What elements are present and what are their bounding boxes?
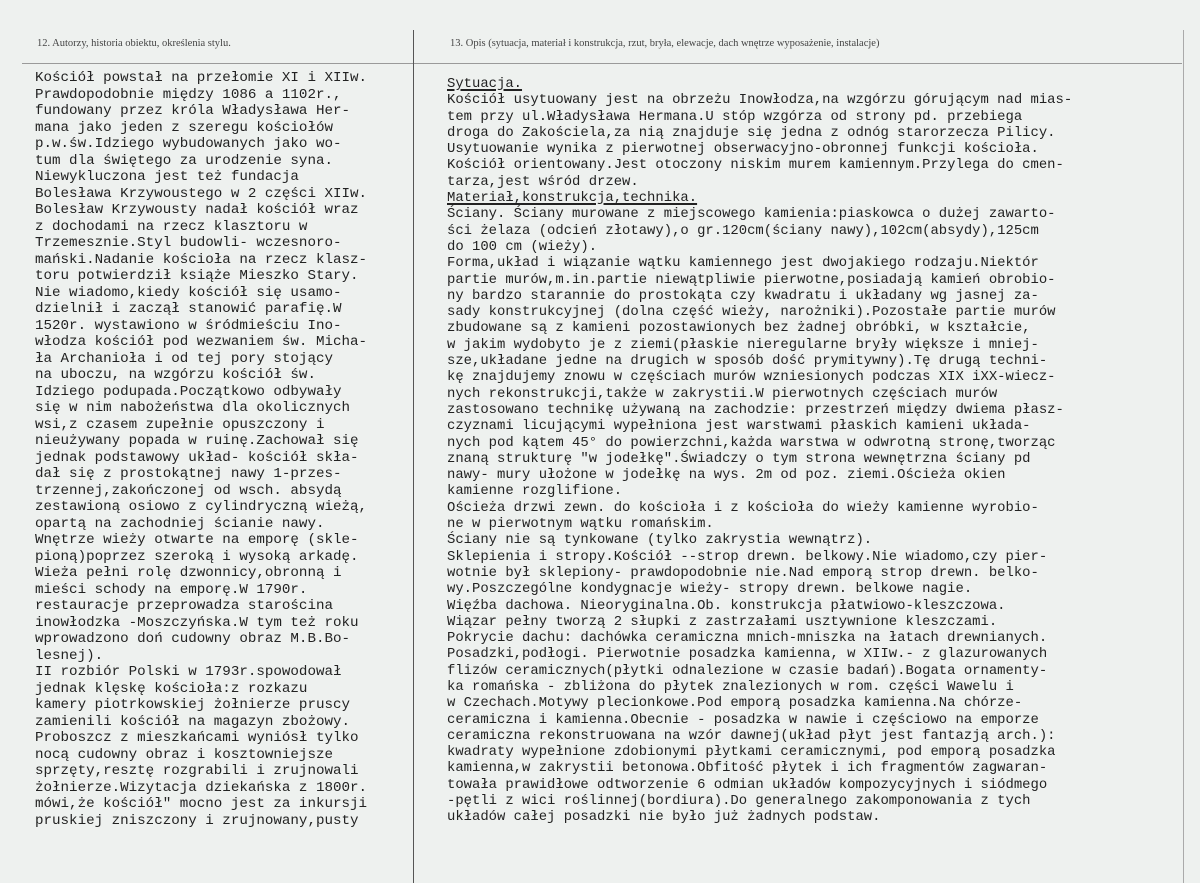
history-text-line: Wnętrze wieży otwarte na emporę (skle-	[35, 532, 359, 548]
description-text-line: kamienna,w zakrystii betonowa.Obfitość płytek i ich fragmentów zagwaran-	[447, 760, 1048, 777]
history-text-line: mieści schody na emporę.W 1790r.	[35, 581, 308, 598]
header-divider	[22, 63, 1182, 64]
description-text-line: układów całej posadzki nie było już żadnych podstaw.	[447, 809, 881, 826]
description-text-line: Kościół usytuowany jest na obrzeżu Inowłodza,na wzgórzu górującym nad mias-	[447, 92, 1073, 109]
history-text-line: trzennej,zakończonej od wsch. absydą	[35, 482, 342, 499]
history-text-line: na uboczu, na wzgórzu kościół św.	[35, 367, 316, 383]
description-text-line: Więźba dachowa. Nieoryginalna.Ob. konstrukcja płatwiowo-kleszczowa.	[447, 597, 1006, 614]
history-text-line: mański.Nadanie kościoła na rzecz klasz-	[35, 251, 368, 268]
history-text-line: nieużywany popada w ruinę.Zachował się	[35, 433, 359, 449]
history-text-line: kamery piotrkowskiej żołnierze pruscy	[35, 697, 351, 713]
description-text-line: Ściany nie są tynkowane (tylko zakrystia wewnątrz).	[447, 532, 873, 549]
description-text-line: Forma,układ i wiązanie wątku kamiennego jest dwojakiego rodzaju.Niektór	[447, 255, 1039, 272]
history-text-line: Bolesław Krzywousty nadał kościół wraz	[35, 202, 359, 218]
history-text-line: się w nim nabożeństwa dla okolicznych	[35, 400, 351, 416]
description-text-line: sady konstrukcyjnej (dolna część wieży, narożniki).Pozostałe partie murów	[447, 304, 1056, 321]
history-text-line: Idziego podupada.Początkowo odbywały	[35, 383, 342, 400]
column-divider	[413, 30, 414, 883]
description-text-line: Materiał,konstrukcja,technika.	[447, 190, 698, 207]
history-text-line: wprowadzono doń cudowny obraz M.B.Bo-	[35, 631, 351, 647]
description-text-line: Posadzki,podłogi. Pierwotnie posadzka kamienna, w XIIw.- z glazurowanych	[447, 646, 1048, 663]
history-text-line: p.w.św.Idziego wybudowanych jako wo-	[35, 136, 342, 152]
description-text-line: ceramiczna rekonstruowana na wzór dawnej(układ płyt jest fantazją arch.):	[447, 727, 1056, 744]
description-text-line: nych rekonstrukcji,także w zakrystii.W pierwotnych częściach murów	[447, 385, 998, 402]
description-text-line: Pokrycie dachu: dachówka ceramiczna mnich-mniszka na łatach drewnianych.	[447, 630, 1048, 647]
history-text-line: inowłodzka -Moszczyńska.W tym też roku	[35, 614, 359, 631]
description-text-line: wotnie był sklepiony- prawdopodobnie nie.Nad emporą strop drewn. belko-	[447, 564, 1039, 581]
description-text-line: czyznami licującymi wypełniona jest warstwami płaskich kamieni układa-	[447, 418, 1031, 435]
description-text-line: Sytuacja.	[447, 76, 523, 92]
description-text-line: ne w pierwotnym wątku romańskim.	[447, 516, 714, 533]
history-text-line: sprzęty,resztę rozgrabili i zrujnowali	[35, 763, 359, 779]
history-text-line: opartą na zachodniej ścianie nawy.	[35, 515, 325, 532]
history-text-line: jednak klęskę kościoła:z rozkazu	[35, 680, 308, 697]
history-text-line: zestawioną osiowo z cylindryczną wieżą,	[35, 499, 368, 515]
description-text-line: partie murów,m.in.partie niewątpliwie pierwotne,posiadają kamień obrobio-	[447, 271, 1056, 288]
column-header-description: 13. Opis (sytuacja, materiał i konstrukcja, rzut, bryła, elewacje, dach wnętrze wyposażenie, instalacje)	[450, 38, 880, 49]
history-text-line: lesnej).	[35, 647, 104, 664]
history-text-line: jednak podstawowy układ- kościół skła-	[35, 449, 359, 466]
history-text-line: Wieża pełni rolę dzwonnicy,obronną i	[35, 565, 342, 581]
history-text-line: nocą cudowny obraz i kosztowniejsze	[35, 746, 333, 763]
description-text-line: ny bardzo starannie do prostokąta czy kwadratu i układany wg jasnej za-	[447, 287, 1039, 304]
description-text-line: Kościół orientowany.Jest otoczony niskim murem kamiennym.Przylega do cmen-	[447, 157, 1064, 174]
history-text-line: toru potwierdził książe Mieszko Stary.	[35, 268, 359, 284]
history-text-line: pioną)poprzez szeroką i wysoką arkadę.	[35, 548, 359, 565]
description-text-line: nych pod kątem 45° do powierzchni,każda warstwa w odwrotną stronę,tworząc	[447, 434, 1056, 451]
description-text-line: Ościeża drzwi zewn. do kościoła i z kościoła do wieży kamienne wyrobio-	[447, 499, 1039, 516]
description-text-line: towała prawidłowe odtworzenie 6 odmian układów kompozycyjnych i siódmego	[447, 776, 1048, 793]
history-text-line: II rozbiór Polski w 1793r.spowodował	[35, 664, 342, 680]
history-text-line: tum dla świętego za urodzenie syna.	[35, 152, 333, 169]
history-text-line: zamienili kościół na magazyn zbożowy.	[35, 713, 351, 730]
description-text-line: tem przy ul.Władysława Hermana.U stóp wzgórza od strony pd. przebiega	[447, 108, 1023, 125]
history-text-line: Trzemesznie.Styl budowli- wczesnoro-	[35, 235, 342, 251]
description-text-line: -pętli z wici roślinnej(bordiura).Do generalnego zakomponowania z tych	[447, 793, 1031, 810]
page-right-border	[1183, 30, 1184, 883]
description-text-line: flizów ceramicznych(płytki odnalezione w czasie badań).Bogata ornamenty-	[447, 662, 1048, 679]
history-text-line: mówi,że kościół" mocno jest za inkursji	[35, 796, 368, 812]
history-text-line: Prawdopodobnie między 1086 a 1102r.,	[35, 86, 342, 103]
description-text-line: tarza,jest wśród drzew.	[447, 173, 639, 190]
description-text-line: ka romańska - zbliżona do płytek znalezionych w rom. części Wawelu i	[447, 678, 1014, 695]
history-text-line: Niewykluczona jest też fundacja	[35, 169, 299, 185]
description-text-column	[447, 76, 1172, 826]
history-text-line: żołnierze.Wizytacja dziekańska z 1800r.	[35, 779, 368, 796]
history-text-line: dzielnił i zaczął stanowić parafię.W	[35, 301, 342, 317]
description-text-line: w jakim wydobyto je z ziemi(płaskie nieregularne bryły większe i mniej-	[447, 336, 1039, 353]
description-text-line: sze,układane jedne na drugich w sposób dość prymitywny).Tę drugą techni-	[447, 353, 1048, 370]
description-text-line: do 100 cm (wieży).	[447, 238, 598, 255]
history-text-line: Kościół powstał na przełomie XI i XIIw.	[35, 70, 368, 86]
history-text-line: dał się z prostokątnej nawy 1-przes-	[35, 466, 342, 482]
description-text-line: ceramiczna i kamienna.Obecnie - posadzka w nawie i częściowo na emporze	[447, 711, 1039, 728]
description-text-line: wy.Poszczególne kondygnacje wieży- stropy drewn. belkowe nagie.	[447, 581, 973, 598]
history-text-line: ła Archanioła i od tej pory stojący	[35, 350, 333, 367]
description-text-line: kamienne rozglifione.	[447, 483, 623, 500]
column-header-authors-history: 12. Autorzy, historia obiektu, określenia stylu.	[37, 38, 231, 49]
description-text-line: zbudowane są z kamieni pozostawionych bez żadnej obróbki, w kształcie,	[447, 320, 1031, 337]
history-text-line: z dochodami na rzecz klasztoru w	[35, 218, 308, 235]
history-text-line: Nie wiadomo,kiedy kościół się usamo-	[35, 284, 342, 301]
description-text-line: Wiązar pełny tworzą 2 słupki z zastrzałami usztywnione kleszczami.	[447, 613, 998, 630]
description-text-line: Sklepienia i stropy.Kościół --strop drewn. belkowy.Nie wiadomo,czy pier-	[447, 548, 1048, 565]
history-text-line: 1520r. wystawiono w śródmieściu Ino-	[35, 317, 342, 334]
history-text-line: Bolesława Krzywoustego w 2 części XIIw.	[35, 185, 368, 202]
description-text-line: Ściany. Ściany murowane z miejscowego kamienia:piaskowca o dużej zawarto-	[447, 206, 1056, 223]
description-text-line: droga do Zakościela,za nią znajduje się jedna z odnóg starorzecza Pilicy.	[447, 124, 1056, 141]
history-text-line: mana jako jeden z szeregu kościołów	[35, 119, 333, 136]
description-text-line: Usytuowanie wynika z pierwotnej obserwacyjno-obronnej funkcji kościoła.	[447, 141, 1039, 158]
history-text-line: wsi,z czasem zupełnie opuszczony i	[35, 416, 325, 433]
description-text-line: ści żelaza (odcień złotawy),o gr.120cm(ściany nawy),102cm(absydy),125cm	[447, 222, 1039, 239]
history-text-column	[35, 70, 410, 829]
description-text-line: znaną strukturę "w jodełkę".Świadczy o tym strona wewnętrzna ściany pd	[447, 450, 1031, 467]
history-text-line: pruskiej zniszczony i zrujnowany,pusty	[35, 812, 359, 829]
history-text-line: restauracje przeprowadza starościna	[35, 598, 333, 614]
description-text-line: zastosowano technikę używaną na zachodzie: przestrzeń między dwiema płasz-	[447, 401, 1064, 418]
description-text-line: w Czechach.Motywy plecionkowe.Pod emporą posadzka kamienna.Na chórze-	[447, 695, 1023, 712]
history-text-line: Proboszcz z mieszkańcami wyniósł tylko	[35, 730, 359, 746]
description-text-line: nawy- mury ułożone w jodełkę na wys. 2m od poz. ziemi.Ościeża okien	[447, 467, 1006, 484]
history-text-line: fundowany przez króla Władysława Her-	[35, 103, 351, 119]
description-text-line: kwadraty wypełnione zdobionymi płytkami ceramicznymi, pod emporą posadzka	[447, 744, 1056, 761]
description-text-line: kę znajdujemy znowu w częściach murów wzniesionych podczas XIX iXX-wiecz-	[447, 369, 1056, 386]
history-text-line: włodza kościół pod wezwaniem św. Micha-	[35, 334, 368, 350]
